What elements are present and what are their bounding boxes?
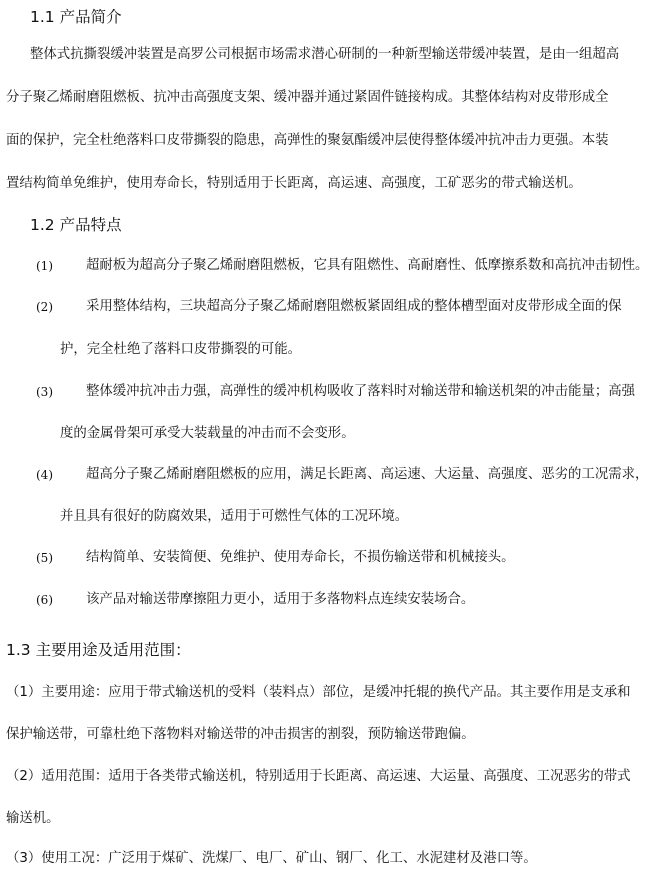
section-1-2-heading: 1.2 产品特点 (30, 216, 122, 234)
feature-item-text: 该产品对输送带摩擦阻力更小，适用于多落物料点连续安装场合。 (86, 592, 475, 607)
feature-item-3-continuation (0, 424, 670, 444)
feature-item-6 (0, 590, 670, 610)
feature-item-text: 整体缓冲抗冲击力强，高弹性的缓冲机构吸收了落料时对输送带和输送机架的冲击能量；高强 (86, 384, 636, 399)
feature-item-text: 护，完全杜绝了落料口皮带撕裂的可能。 (60, 342, 302, 357)
feature-item-text: 结构简单、安装简便、免维护、使用寿命长，不损伤输送带和机械接头。 (86, 550, 515, 565)
section-1-3-line-1: （1）主要用途：应用于带式输送机的受料（装料点）部位，是缓冲托辊的换代产品。其主要作用是支承和 (6, 685, 631, 700)
section-1-3-line-5: （3）使用工况：广泛用于煤矿、洗煤厂、电厂、矿山、钢厂、化工、水泥建材及港口等。 (6, 851, 537, 866)
feature-item-5 (0, 548, 670, 568)
feature-item-number: (4) (36, 468, 53, 482)
section-1-1-line-4: 置结构简单免维护，使用寿命长，特别适用于长距离，高运速、高强度，工矿恶劣的带式输送机。 (6, 176, 582, 191)
section-1-3-line-4: 输送机。 (6, 811, 60, 826)
section-1-1-line-2: 分子聚乙烯耐磨阻燃板、抗冲击高强度支架、缓冲器并通过紧固件链接构成。其整体结构对皮带形成全 (6, 90, 609, 105)
feature-item-1 (0, 256, 670, 276)
section-1-1-line-3: 面的保护，完全杜绝落料口皮带撕裂的隐患，高弹性的聚氨酯缓冲层使得整体缓冲抗冲击力更强。本装 (6, 133, 609, 148)
feature-item-4-continuation (0, 507, 670, 527)
feature-item-text: 并且具有很好的防腐效果，适用于可燃性气体的工况环境。 (60, 509, 409, 524)
feature-item-number: (5) (36, 551, 53, 565)
feature-item-text: 超高分子聚乙烯耐磨阻燃板的应用，满足长距离、高运速、大运量、高强度、恶劣的工况需求， (86, 467, 649, 482)
feature-item-number: (3) (36, 385, 53, 399)
feature-item-4 (0, 465, 670, 485)
section-1-3-heading: 1.3 主要用途及适用范围： (6, 641, 191, 659)
section-1-3-line-2: 保护输送带，可靠杜绝下落物料对输送带的冲击损害的割裂，预防输送带跑偏。 (6, 727, 475, 742)
feature-item-number: (2) (36, 300, 53, 314)
feature-item-3 (0, 382, 670, 402)
section-1-1-heading: 1.1 产品简介 (30, 8, 122, 26)
feature-item-number: (1) (36, 259, 53, 273)
feature-item-text: 采用整体结构，三块超高分子聚乙烯耐磨阻燃板紧固组成的整体槽型面对皮带形成全面的保 (86, 299, 622, 314)
section-1-1-line-1: 整体式抗撕裂缓冲装置是高罗公司根据市场需求潜心研制的一种新型输送带缓冲装置，是由一组超高 (30, 47, 620, 62)
feature-item-2-continuation (0, 340, 670, 360)
feature-item-text: 度的金属骨架可承受大装载量的冲击而不会变形。 (60, 426, 355, 441)
feature-item-2 (0, 297, 670, 317)
feature-item-text: 超耐板为超高分子聚乙烯耐磨阻燃板，它具有阻燃性、高耐磨性、低摩擦系数和高抗冲击韧性。 (86, 258, 649, 273)
section-1-3-line-3: （2）适用范围：适用于各类带式输送机，特别适用于长距离、高运速、大运量、高强度、工况恶劣的带式 (6, 769, 631, 784)
feature-item-number: (6) (36, 593, 53, 607)
